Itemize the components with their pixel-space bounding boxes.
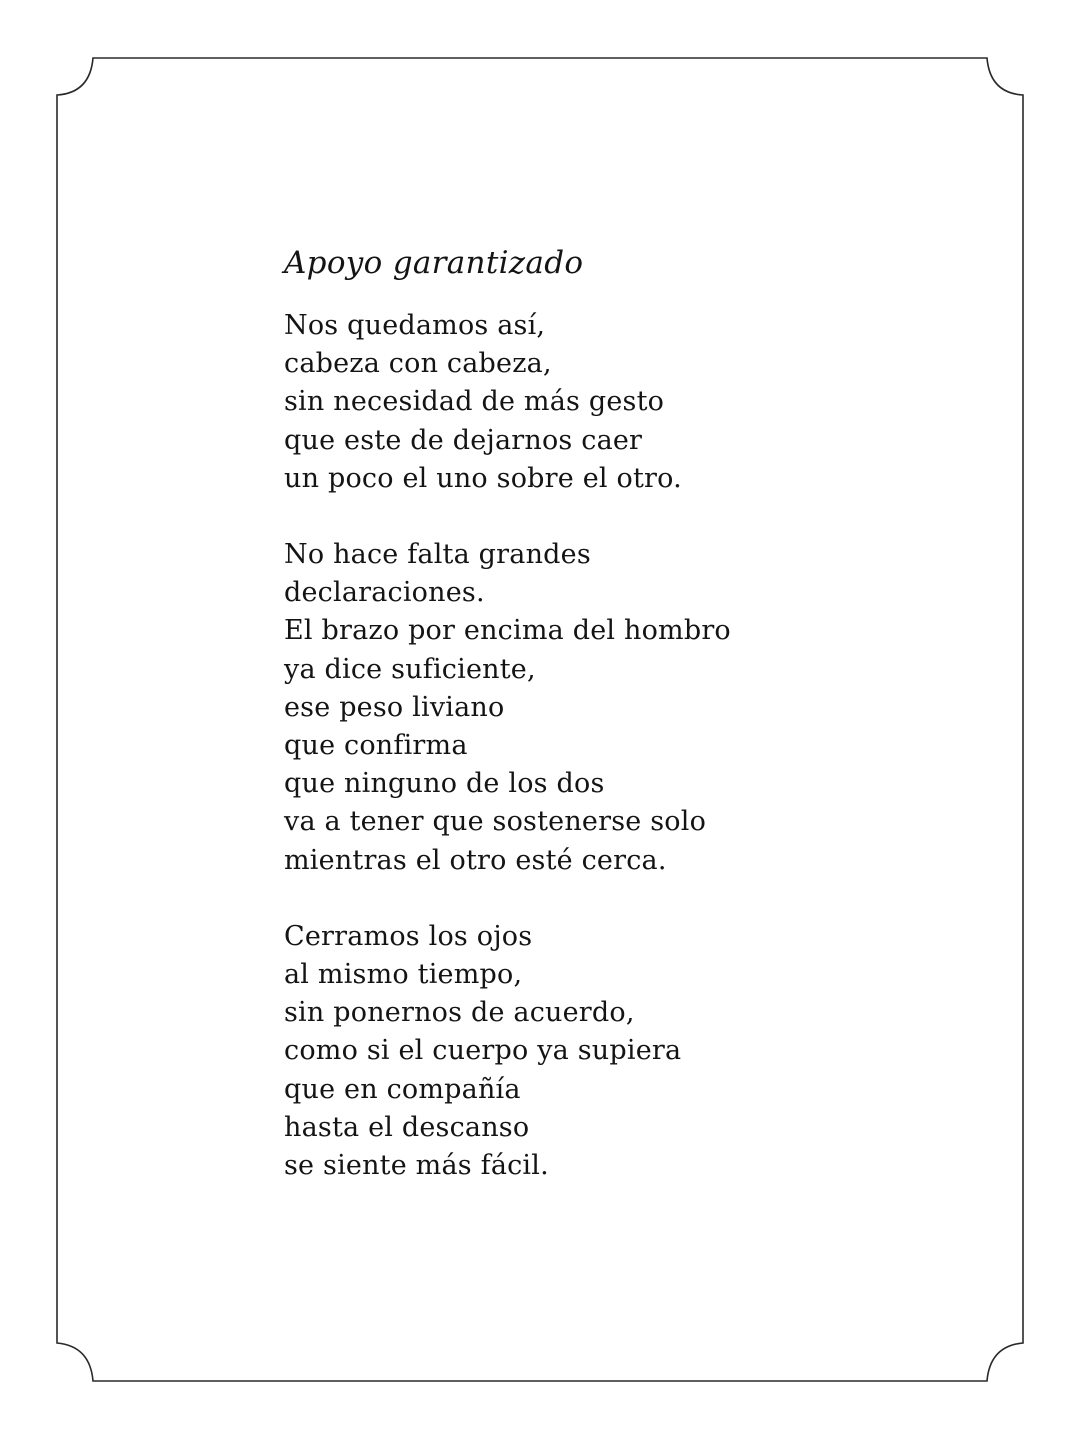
stanza-3 <box>284 918 731 1185</box>
poem-line: que ninguno de los dos <box>284 768 605 800</box>
poem-line: Cerramos los ojos <box>284 920 533 952</box>
poem-line: mientras el otro esté cerca. <box>284 844 667 876</box>
poem <box>284 243 731 1223</box>
poem-line: sin ponernos de acuerdo, <box>284 997 635 1029</box>
poem-line: declaraciones. <box>284 577 485 609</box>
poem-line: al mismo tiempo, <box>284 959 523 991</box>
poem-line: hasta el descanso <box>284 1111 530 1143</box>
poem-line: va a tener que sostenerse solo <box>284 806 707 838</box>
poem-line: ese peso liviano <box>284 691 505 723</box>
poem-line: como si el cuerpo ya supiera <box>284 1035 682 1067</box>
poem-line: que confirma <box>284 730 468 762</box>
stanza-1 <box>284 307 731 498</box>
poem-line: Nos quedamos así, <box>284 310 546 341</box>
poem-line: se siente más fácil. <box>284 1150 549 1182</box>
poem-line: un poco el uno sobre el otro. <box>284 462 682 494</box>
poem-line: sin necesidad de más gesto <box>284 386 665 418</box>
stanza-2 <box>284 536 731 880</box>
poem-line: No hace falta grandes <box>284 539 591 571</box>
poem-line: cabeza con cabeza, <box>284 348 552 380</box>
poem-line: El brazo por encima del hombro <box>284 615 731 647</box>
poem-title: Apoyo garantizado <box>284 245 584 281</box>
poem-line: que este de dejarnos caer <box>284 424 643 456</box>
poem-line: ya dice suficiente, <box>284 653 536 685</box>
poem-line: que en compañía <box>284 1073 521 1105</box>
